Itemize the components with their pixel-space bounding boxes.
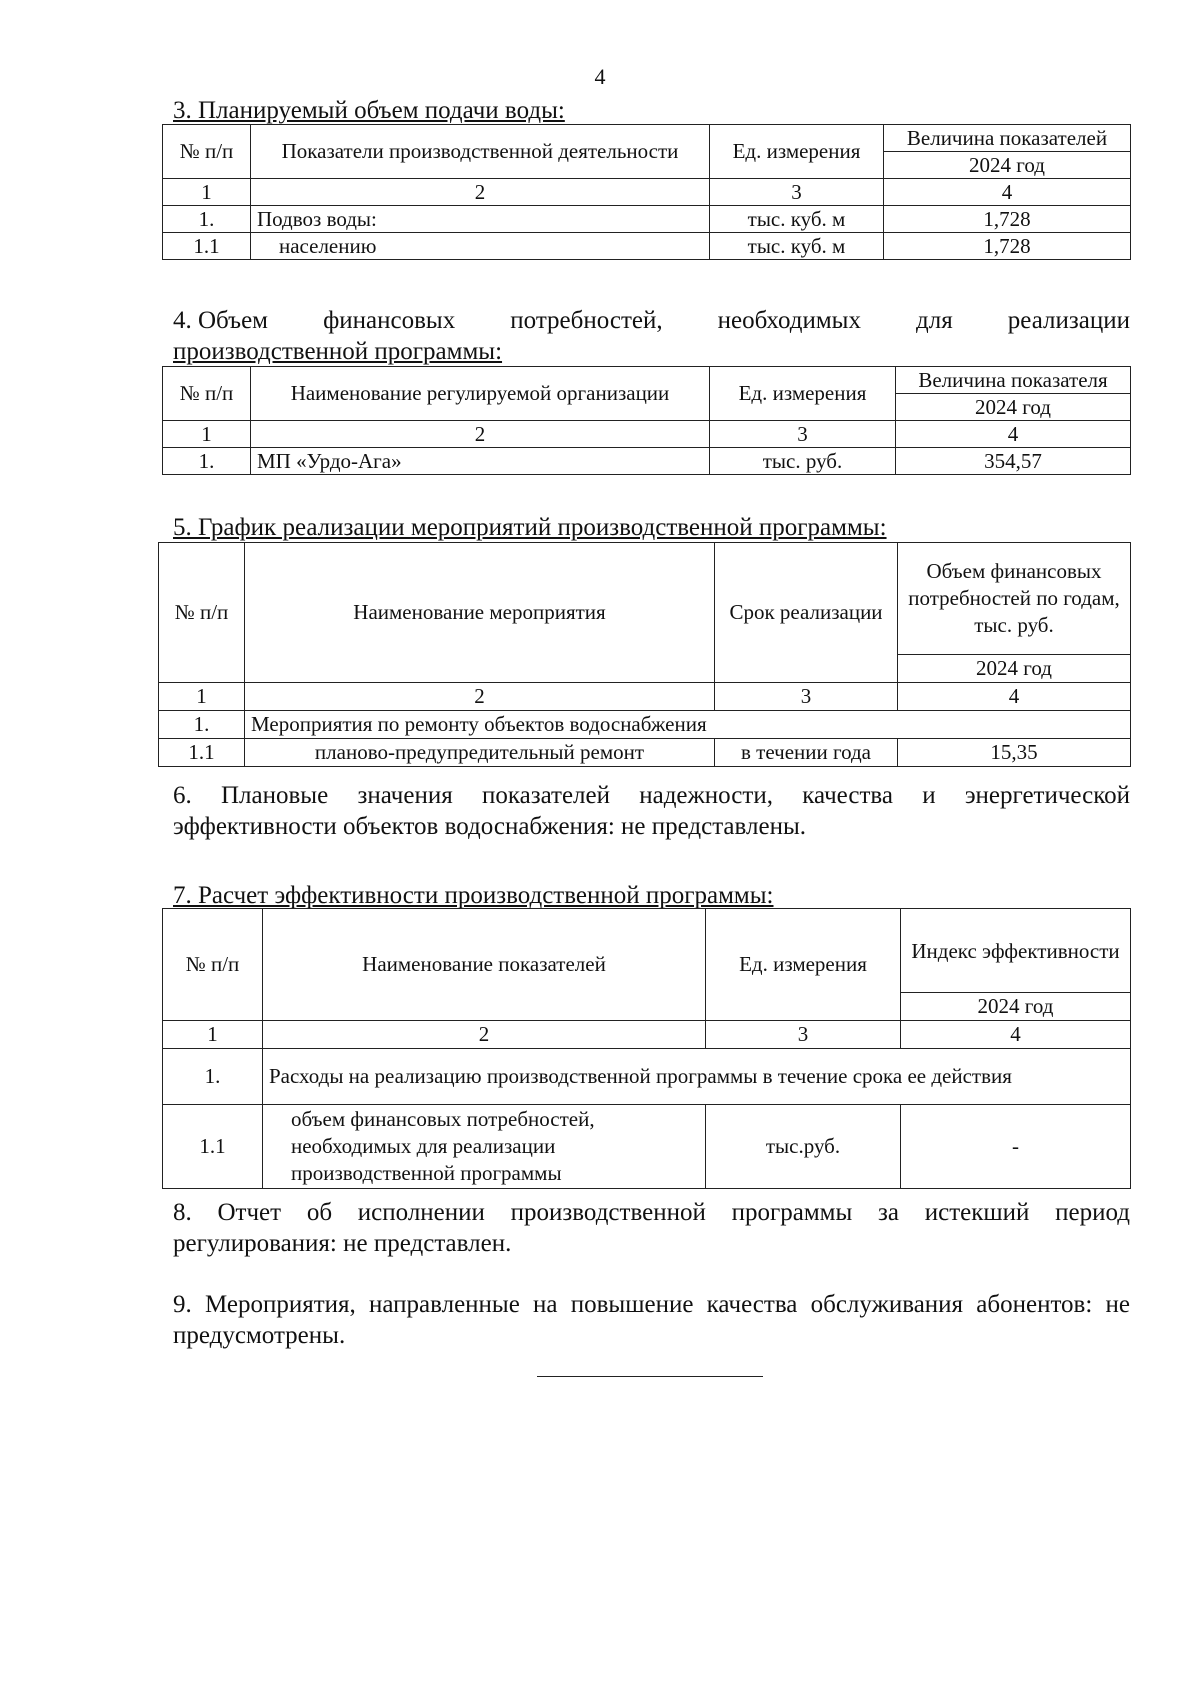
table-row: 1. Подвоз воды: тыс. куб. м 1,728 <box>163 206 1131 233</box>
end-separator-line <box>537 1376 763 1377</box>
header-value: Величина показателя <box>896 367 1131 394</box>
header-unit: Ед. измерения <box>710 125 884 179</box>
header-name: Наименование регулируемой организации <box>251 367 710 421</box>
table-row: 1.1 населению тыс. куб. м 1,728 <box>163 233 1131 260</box>
header-value: Величина показателей <box>884 125 1131 152</box>
table-row: 1.1 планово-предупредительный ремонт в течении года 15,35 <box>159 739 1131 767</box>
table-group-row: 1. Расходы на реализацию производственной программы в течение срока ее действия <box>163 1049 1131 1105</box>
header-name: Показатели производственной деятельности <box>251 125 710 179</box>
header-unit: Ед. измерения <box>706 909 901 1021</box>
table-row: 1.1 объем финансовых потребностей, необходимых для реализации производственной программы тыс.руб. - <box>163 1105 1131 1189</box>
header-value: Индекс эффективности <box>901 909 1131 993</box>
table-index-row: 1 2 3 4 <box>163 1021 1131 1049</box>
table-index-row: 1 2 3 4 <box>163 179 1131 206</box>
table-schedule <box>158 542 1131 767</box>
section-8-text: 8. Отчет об исполнении производственной программы за истекший период регулирования: не представлен. <box>173 1199 1130 1257</box>
header-unit: Ед. измерения <box>710 367 896 421</box>
section-6-text: 6. Плановые значения показателей надежности, качества и энергетической эффективности объектов водоснабжения: не представлены. <box>173 782 1130 840</box>
table-financial-needs <box>162 366 1131 475</box>
header-year: 2024 год <box>898 655 1131 683</box>
section-4-title: 4. Объем финансовых потребностей, необходимых для реализации производственной программы: <box>173 307 1130 365</box>
header-year: 2024 год <box>896 394 1131 421</box>
header-year: 2024 год <box>884 152 1131 179</box>
table-index-row: 1 2 3 4 <box>159 683 1131 711</box>
page-number: 4 <box>594 64 606 89</box>
header-num: № п/п <box>163 909 263 1021</box>
header-num: № п/п <box>163 367 251 421</box>
header-name: Наименование показателей <box>263 909 706 1021</box>
header-num: № п/п <box>159 543 245 683</box>
section-3-title: 3. Планируемый объем подачи воды: <box>173 97 565 124</box>
header-num: № п/п <box>163 125 251 179</box>
section-9-text: 9. Мероприятия, направленные на повышение качества обслуживания абонентов: не предусмотрены. <box>173 1291 1130 1349</box>
header-value: Объем финансовых потребностей по годам, тыс. руб. <box>898 543 1131 655</box>
section-5-title: 5. График реализации мероприятий производственной программы: <box>173 514 887 541</box>
header-term: Срок реализации <box>715 543 898 683</box>
section-7-title: 7. Расчет эффективности производственной программы: <box>173 882 774 909</box>
table-group-row: 1. Мероприятия по ремонту объектов водоснабжения <box>159 711 1131 739</box>
header-name: Наименование мероприятия <box>245 543 715 683</box>
table-index-row: 1 2 3 4 <box>163 421 1131 448</box>
table-row: 1. МП «Урдо-Ага» тыс. руб. 354,57 <box>163 448 1131 475</box>
table-efficiency <box>162 908 1131 1189</box>
header-year: 2024 год <box>901 993 1131 1021</box>
table-water-supply <box>162 124 1131 260</box>
